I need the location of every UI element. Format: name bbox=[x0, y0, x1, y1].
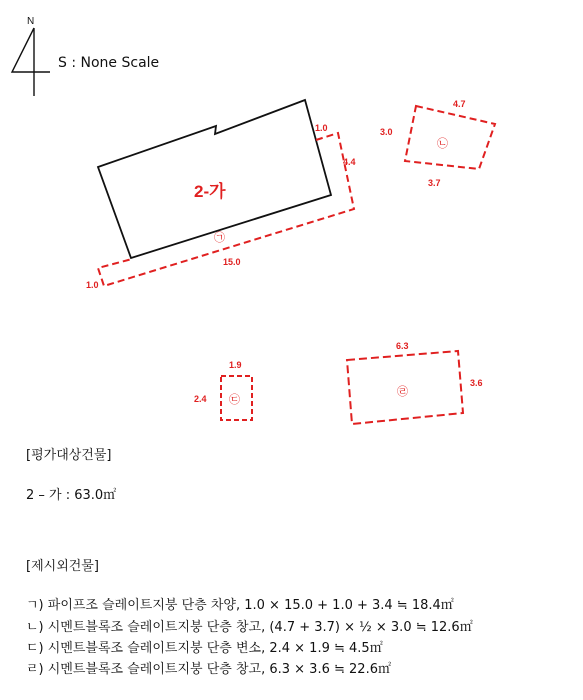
presented-heading: [제시외건물] bbox=[26, 559, 99, 574]
structure-c-symbol: ㉢ bbox=[229, 394, 240, 406]
north-arrow bbox=[12, 16, 50, 96]
structure-c bbox=[194, 360, 252, 420]
structure-b-dim-left: 3.0 bbox=[380, 127, 393, 137]
structure-d-symbol: ㉣ bbox=[397, 386, 408, 398]
structure-a-symbol: ㉠ bbox=[214, 232, 225, 244]
structure-d-dim-right: 3.6 bbox=[470, 378, 483, 388]
evaluation-heading: [평가대상건물] bbox=[26, 448, 112, 463]
north-label: N bbox=[27, 16, 35, 27]
main-building-label: 2-가 bbox=[194, 182, 226, 201]
presented-item-3: ㄷ) 시멘트블록조 슬레이트지붕 단층 변소, 2.4 × 1.9 ≒ 4.5㎡ bbox=[26, 641, 383, 656]
structure-b-dim-bottom: 3.7 bbox=[428, 178, 441, 188]
presented-item-1: ㄱ) 파이프조 슬레이트지붕 단층 차양, 1.0 × 15.0 + 1.0 + 3.4 ≒ 18.4㎡ bbox=[26, 598, 454, 613]
scale-note: S : None Scale bbox=[58, 55, 160, 71]
evaluation-line: 2 – 가 : 63.0㎡ bbox=[26, 488, 117, 503]
structure-d-dim-top: 6.3 bbox=[396, 341, 409, 351]
structure-b-symbol: ㉡ bbox=[437, 138, 448, 150]
structure-a-dim-top: 1.0 bbox=[315, 123, 328, 133]
structure-b-dim-top: 4.7 bbox=[453, 99, 466, 109]
structure-b bbox=[380, 99, 495, 188]
structure-a bbox=[86, 123, 356, 290]
presented-item-2: ㄴ) 시멘트블록조 슬레이트지붕 단층 창고, (4.7 + 3.7) × ½ × 3.0 ≒ 12.6㎡ bbox=[26, 620, 473, 635]
structure-d bbox=[347, 341, 483, 424]
structure-a-dim-side: 4.4 bbox=[343, 157, 356, 167]
structure-a-dim-left: 1.0 bbox=[86, 280, 99, 290]
structure-a-dim-length: 15.0 bbox=[223, 257, 241, 267]
structure-c-dim-left: 2.4 bbox=[194, 394, 207, 404]
structure-c-dim-top: 1.9 bbox=[229, 360, 242, 370]
presented-item-4: ㄹ) 시멘트블록조 슬레이트지붕 단층 창고, 6.3 × 3.6 ≒ 22.6㎡ bbox=[26, 662, 391, 677]
